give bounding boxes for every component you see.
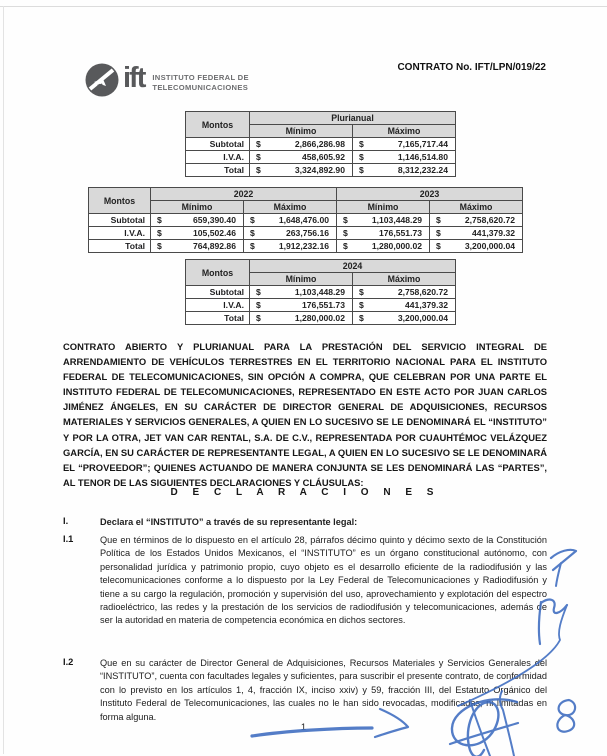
clause-i2-number: I.2 [63,657,74,667]
table-group-header: Plurianual [250,112,456,125]
amount-cell: $ 7,165,717.44 [353,138,456,151]
amount-cell: $ 1,103,448.29 [250,286,353,299]
clause-i2-text: Que en su carácter de Director General de Adquisiciones, Recursos Materiales y Servicios Generales del “INSTITUTO”, cuenta con facultades legales y suficientes, para suscribir el presente contrato, de conformidad con lo previsto en los artículos 1, 4, fracción IX, inciso xxiv) y 59, fracción III, del Estatuto Orgánico del Instituto Federal de Telecomunicaciones, las cuales no le han sido revocadas, modificadas, ni limitadas en forma alguna. [100,658,547,722]
table-subheader: Mínimo [250,125,353,138]
table-row [186,138,456,151]
page-number: 1 [300,722,307,733]
amounts-table-plurianual [185,111,455,177]
amount-cell: $ 441,379.32 [430,227,523,240]
table-corner-label: Montos [186,112,250,138]
table-row [186,299,456,312]
amount-cell: $ 1,912,232.16 [244,240,337,253]
table-row [89,227,523,240]
amount-cell: $ 2,758,620.72 [430,214,523,227]
table-corner-label: Montos [89,188,151,214]
row-label: I.V.A. [186,151,250,164]
amount-cell: $ 8,312,232.24 [353,164,456,177]
amount-cell: $ 3,200,000.04 [353,312,456,325]
amount-cell: $ 1,280,000.02 [337,240,430,253]
money-table [185,259,456,325]
table-row [89,214,523,227]
amount-cell: $ 1,280,000.02 [250,312,353,325]
clause-i1 [63,534,547,628]
ift-logo-orgname: INSTITUTO FEDERAL DE TELECOMUNICACIONES [152,73,249,92]
ift-logo-icon [84,62,120,98]
row-label: Subtotal [89,214,151,227]
amounts-table-2024 [185,259,455,325]
amount-cell: $ 3,324,892.90 [250,164,353,177]
amount-cell: $ 176,551.73 [250,299,353,312]
clause-i2 [63,657,547,724]
money-table [185,111,456,177]
table-subheader: Mínimo [337,201,430,214]
clause-i1-text: Que en términos de lo dispuesto en el artículo 28, párrafos décimo quinto y décimo sexto de la Constitución Política de los Estados Unidos Mexicanos, el “INSTITUTO” es un órgano constitucional autónomo, con personalidad jurídica y patrimonio propio, cuyo objeto es el desarrollo eficiente de la radiodifusión y las telecomunicaciones conforme a lo dispuesto por la Ley Federal de Telecomunicaciones y Radiodifusión y tiene a su cargo la regulación, promoción y supervisión del uso, aprovechamiento y explotación del espectro radioeléctrico, las redes y la prestación de los servicios de radiodifusión y telecomunicaciones, además de ser la autoridad en materia de competencia económica en dichos sectores. [100,535,547,626]
amount-cell: $ 1,103,448.29 [337,214,430,227]
money-table [88,187,523,253]
amount-cell: $ 2,758,620.72 [353,286,456,299]
amount-cell: $ 105,502.46 [151,227,244,240]
table-row [186,286,456,299]
row-label: Subtotal [186,286,250,299]
row-label: Total [89,240,151,253]
clause-i1-number: I.1 [63,534,74,544]
amount-cell: $ 176,551.73 [337,227,430,240]
table-corner-label: Montos [186,260,250,286]
table-subheader: Mínimo [250,273,353,286]
contract-number: CONTRATO No. IFT/LPN/019/22 [397,62,546,73]
table-subheader: Mínimo [151,201,244,214]
row-label: I.V.A. [186,299,250,312]
row-label: Total [186,312,250,325]
amount-cell: $ 1,648,476.00 [244,214,337,227]
amount-cell: $ 3,200,000.04 [430,240,523,253]
amount-cell: $ 263,756.16 [244,227,337,240]
amount-cell: $ 458,605.92 [250,151,353,164]
ift-logo [84,62,249,98]
table-group-header: 2023 [337,188,523,201]
table-row [186,312,456,325]
scan-edge-top [0,6,607,7]
amount-cell: $ 2,866,286.98 [250,138,353,151]
amounts-table-2022-2023 [88,187,522,253]
amount-cell: $ 441,379.32 [353,299,456,312]
amount-cell: $ 764,892.86 [151,240,244,253]
section-number: I. [63,516,69,526]
table-group-header: 2024 [250,260,456,273]
ift-logo-wordmark: ift [123,61,145,94]
contract-title-paragraph: CONTRATO ABIERTO Y PLURIANUAL PARA LA PRESTACIÓN DEL SERVICIO INTEGRAL DE ARRENDAMIENTO DE VEHÍCULOS TERRESTRES EN EL TERRITORIO NACIONAL PARA EL INSTITUTO FEDERAL DE TELECOMUNICACIONES, SIN OPCIÓN A COMPRA, QUE CELEBRAN POR UNA PARTE EL INSTITUTO FEDERAL DE TELECOMUNICACIONES, REPRESENTADO EN ESTE ACTO POR JUAN CARLOS JIMÉNEZ ÁNGELES, EN SU CARÁCTER DE DIRECTOR GENERAL DE ADQUISICIONES, RECURSOS MATERIALES Y SERVICIOS GENERALES, A QUIEN EN LO SUCESIVO SE LE DENOMINARÁ EL “INSTITUTO” Y POR LA OTRA, JET VAN CAR RENTAL, S.A. DE C.V., REPRESENTADA POR CUAUHTÉMOC VELÁZQUEZ GARCÍA, EN SU CARÁCTER DE REPRESENTANTE LEGAL, A QUIEN EN LO SUCESIVO SE LE DENOMINARÁ EL “PROVEEDOR”; QUIENES ACTUANDO DE MANERA CONJUNTA SE LES DENOMINARÁ LAS “PARTES”, AL TENOR DE LAS SIGUIENTES DECLARACIONES Y CLÁUSULAS: [63,341,547,488]
declaraciones-heading: D E C L A R A C I O N E S [170,487,440,498]
table-subheader: Máximo [430,201,523,214]
section-i-heading [63,516,547,529]
table-row [89,240,523,253]
section-heading-text: Declara el “INSTITUTO” a través de su representante legal: [100,517,358,527]
margin-arrow-ink [551,550,576,586]
table-row [186,164,456,177]
row-label: I.V.A. [89,227,151,240]
table-subheader: Máximo [353,125,456,138]
row-label: Total [186,164,250,177]
table-subheader: Máximo [244,201,337,214]
row-label: Subtotal [186,138,250,151]
table-subheader: Máximo [353,273,456,286]
table-group-header: 2022 [151,188,337,201]
scan-edge-left [3,6,4,754]
table-row [186,151,456,164]
amount-cell: $ 1,146,514.80 [353,151,456,164]
amount-cell: $ 659,390.40 [151,214,244,227]
